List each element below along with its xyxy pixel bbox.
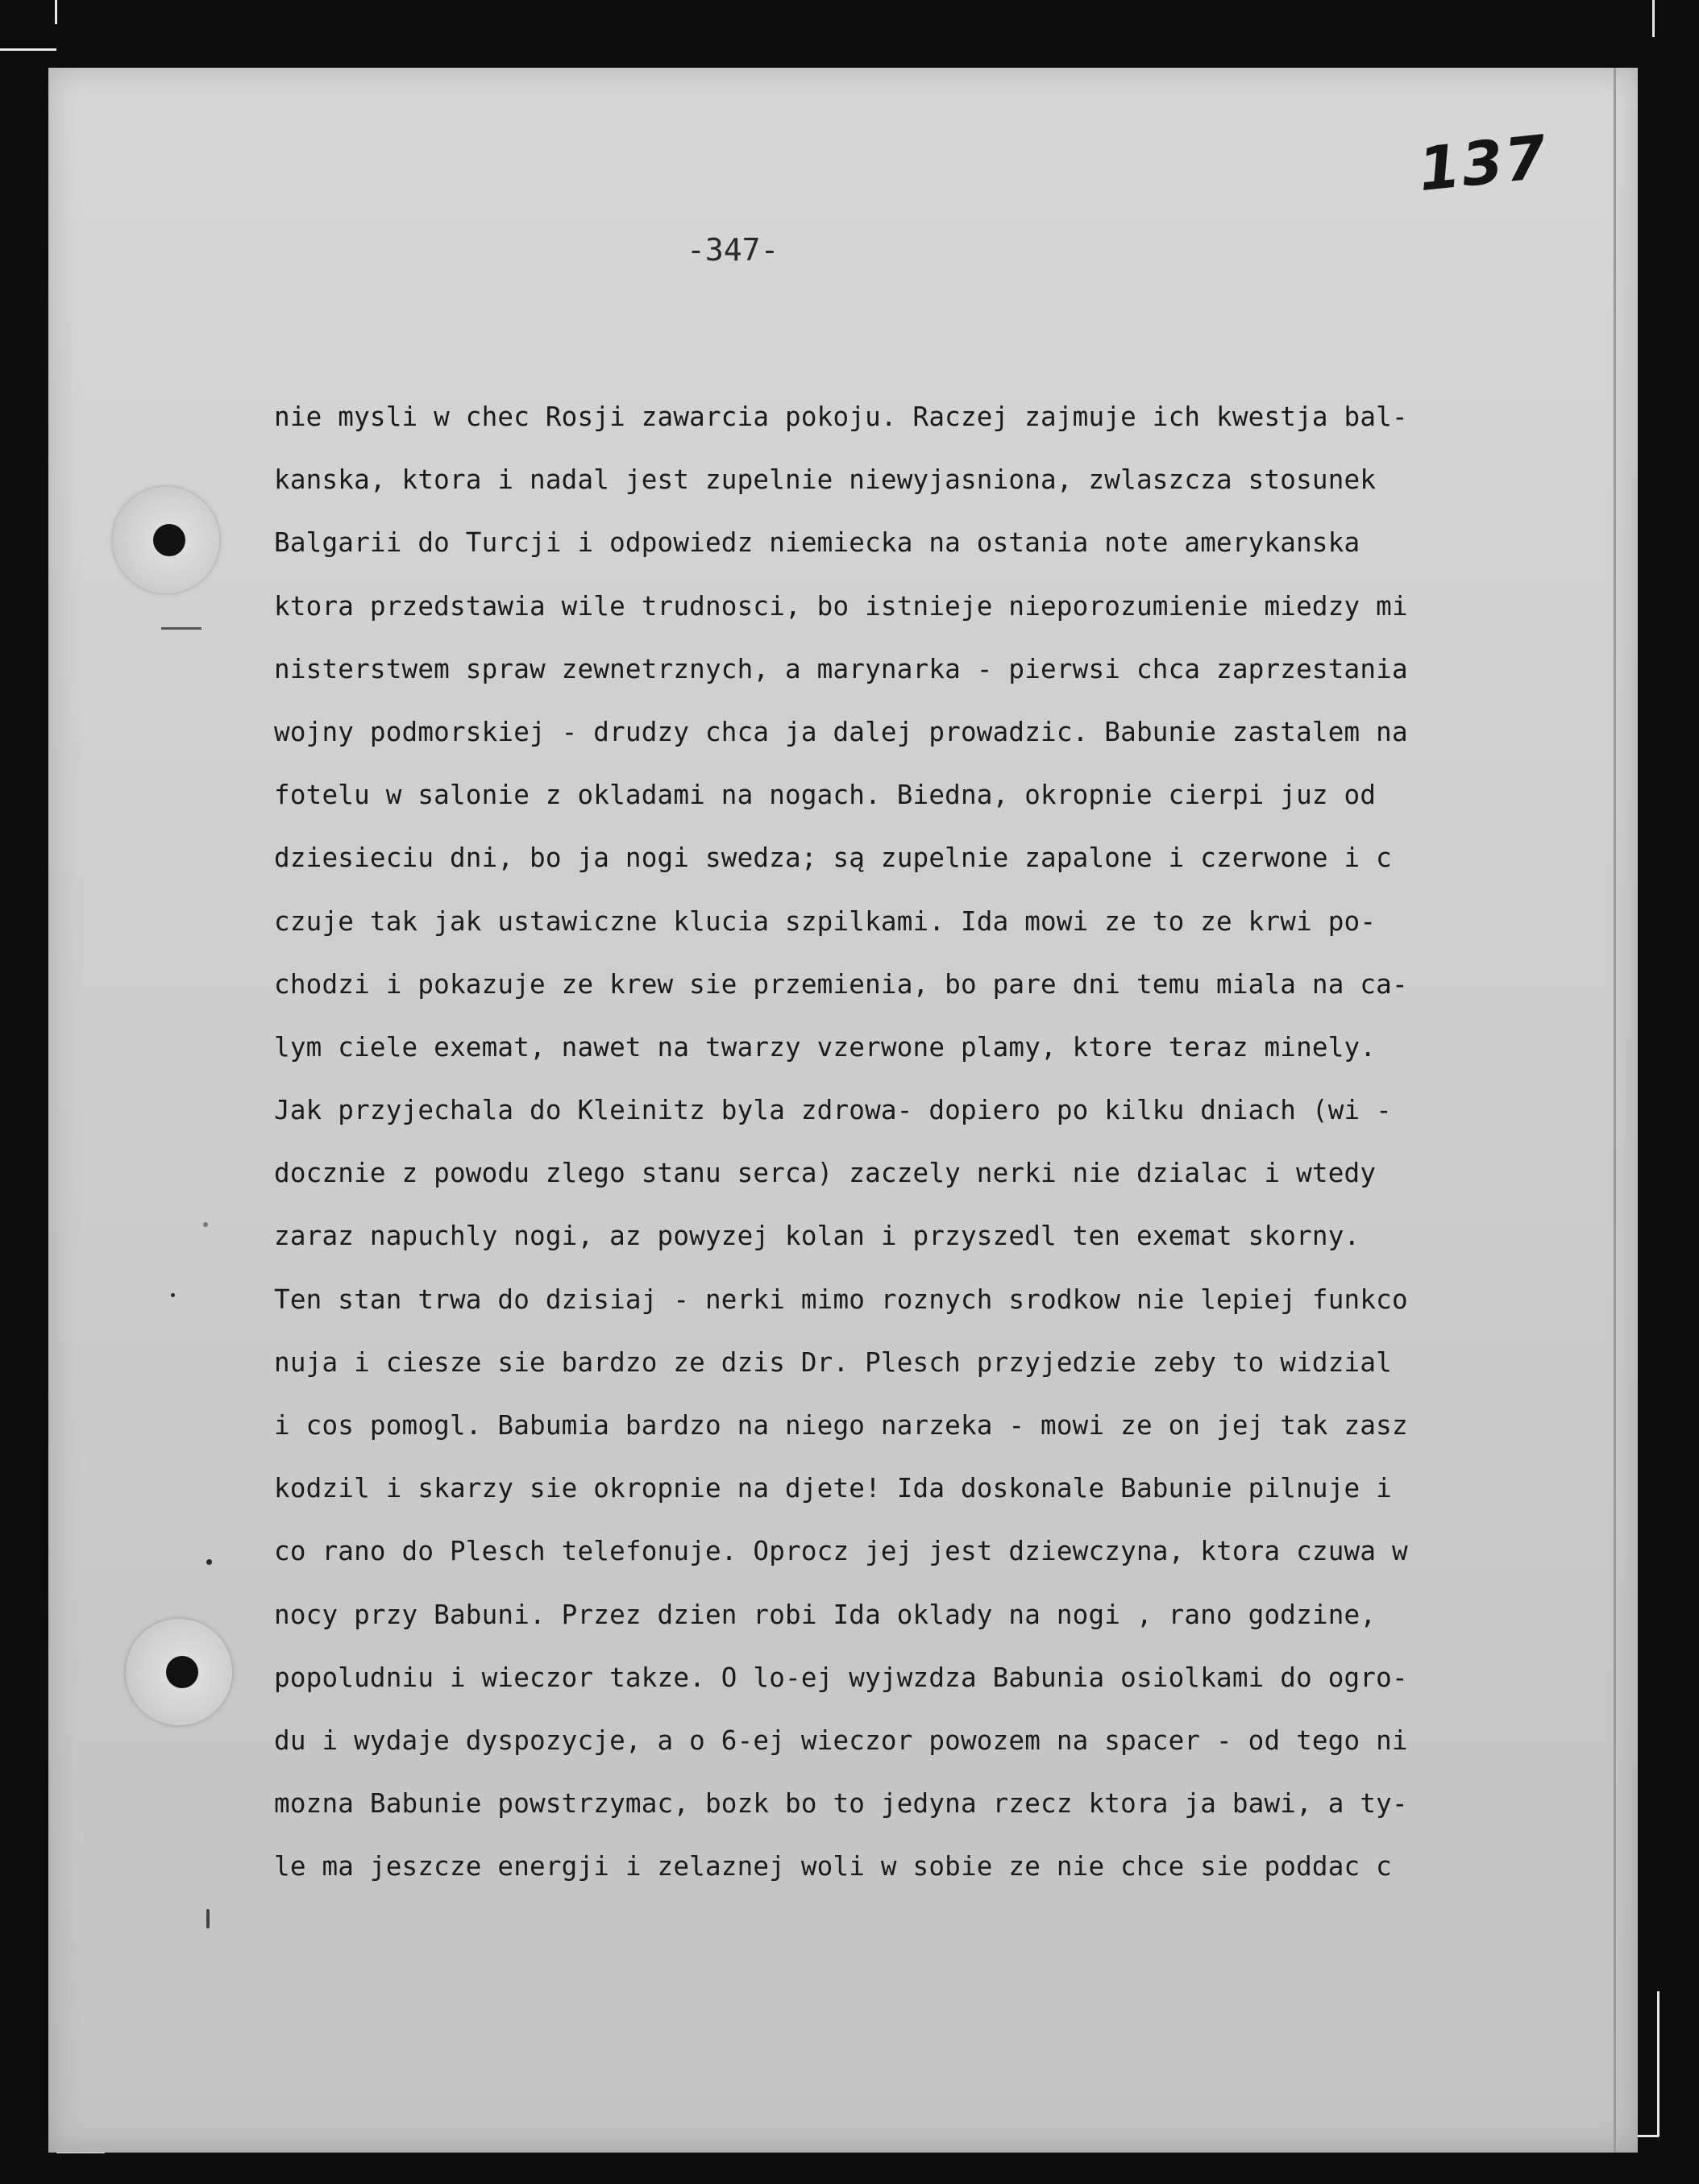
typed-text-body — [274, 385, 1612, 1899]
crop-mark-bottom-right — [1657, 1991, 1660, 2136]
text-line: dziesieciu dni, bo ja nogi swedza; są zupelnie zapalone i czerwone i c — [274, 842, 1392, 874]
text-line: chodzi i pokazuje ze krew sie przemienia, bo pare dni temu miala na ca- — [274, 968, 1408, 1000]
text-line: Jak przyjechala do Kleinitz byla zdrowa- dopiero po kilku dniach (wi - — [274, 1095, 1392, 1126]
fold-line — [1614, 68, 1616, 2153]
text-line: nuja i ciesze sie bardzo ze dzis Dr. Plesch przyjedzie zeby to widzial — [274, 1346, 1392, 1378]
text-line: co rano do Plesch telefonuje. Oprocz jej jest dziewczyna, ktora czuwa w — [274, 1536, 1408, 1567]
punch-hole-upper-core — [153, 524, 185, 556]
margin-speck — [171, 1293, 175, 1297]
text-line: nocy przy Babuni. Przez dzien robi Ida oklady na nogi , rano godzine, — [274, 1599, 1377, 1630]
margin-speck — [203, 1222, 208, 1227]
archive-number: 137 — [1414, 122, 1552, 206]
text-line: popoludniu i wieczor takze. O lo-ej wyjwzdza Babunia osiolkami do ogro- — [274, 1662, 1408, 1693]
punch-hole-lower-core — [166, 1656, 198, 1688]
text-line: docznie z powodu zlego stanu serca) zaczely nerki nie dzialac i wtedy — [274, 1158, 1377, 1189]
text-line: Balgarii do Turcji i odpowiedz niemiecka na ostania note amerykanska — [274, 527, 1360, 559]
text-line: nisterstwem spraw zewnetrznych, a marynarka - pierwsi chca zaprzestania — [274, 653, 1408, 684]
margin-bracket — [206, 1909, 210, 1928]
text-line: lym ciele exemat, nawet na twarzy vzerwone plamy, ktore teraz minely. — [274, 1031, 1377, 1063]
page-number: -347- — [687, 232, 779, 268]
text-line: wojny podmorskiej - drudzy chca ja dalej prowadzic. Babunie zastalem na — [274, 716, 1408, 747]
crop-mark-top-left-vertical — [55, 0, 57, 24]
text-line: zaraz napuchly nogi, az powyzej kolan i przyszedl ten exemat skorny. — [274, 1221, 1360, 1252]
text-line: le ma jeszcze energji i zelaznej woli w sobie ze nie chce sie poddac c — [274, 1851, 1392, 1882]
text-line: nie mysli w chec Rosji zawarcia pokoju. Raczej zajmuje ich kwestja bal- — [274, 401, 1408, 432]
text-line: fotelu w salonie z okladami na nogach. Biedna, okropnie cierpi juz od — [274, 780, 1377, 811]
punch-hole-lower — [126, 1619, 232, 1725]
punch-hole-upper — [113, 487, 219, 593]
margin-speck — [206, 1559, 212, 1565]
text-line: kanska, ktora i nadal jest zupelnie niewyjasniona, zwlaszcza stosunek — [274, 464, 1377, 496]
text-line: Ten stan trwa do dzisiaj - nerki mimo roznych srodkow nie lepiej funkco — [274, 1283, 1408, 1315]
text-line: kodzil i skarzy sie okropnie na djete! Ida doskonale Babunie pilnuje i — [274, 1473, 1392, 1504]
text-line: i cos pomogl. Babumia bardzo na niego narzeka - mowi ze on jej tak zasz — [274, 1410, 1408, 1441]
text-line: mozna Babunie powstrzymac, bozk bo to jedyna rzecz ktora ja bawi, a ty- — [274, 1788, 1408, 1820]
text-line: du i wydaje dyspozycje, a o 6-ej wieczor powozem na spacer - od tego ni — [274, 1724, 1408, 1756]
text-line: czuje tak jak ustawiczne klucia szpilkami. Ida mowi ze to ze krwi po- — [274, 905, 1377, 937]
crop-mark-top-right — [1652, 0, 1655, 37]
crop-mark-top-left — [0, 48, 56, 51]
text-line: ktora przedstawia wile trudnosci, bo istnieje nieporozumienie miedzy mi — [274, 590, 1408, 622]
margin-dash — [161, 627, 201, 630]
